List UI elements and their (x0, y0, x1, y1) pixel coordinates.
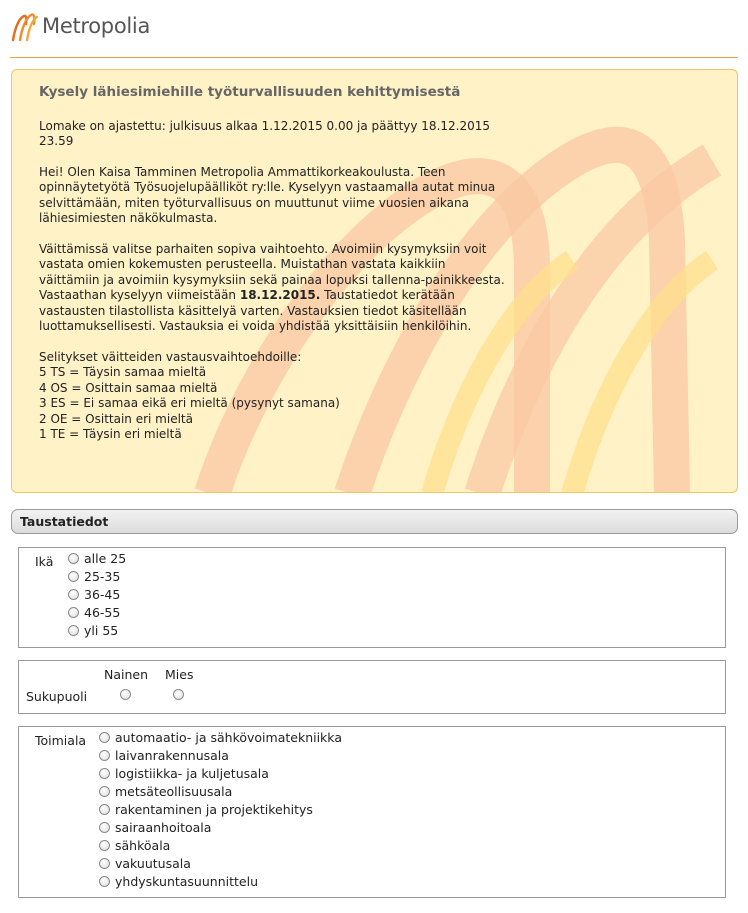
age-question (18, 547, 726, 648)
option-label: 46-55 (84, 604, 121, 620)
radio-button[interactable] (99, 858, 110, 869)
legend-item: 1 TE = Täysin eri mieltä (39, 427, 182, 441)
industry-option[interactable] (99, 854, 342, 872)
legend-item: 5 TS = Täysin samaa mieltä (39, 365, 207, 379)
gender-radio-nainen[interactable] (120, 689, 131, 700)
option-label: logistiikka- ja kuljetusala (115, 765, 269, 781)
radio-button[interactable] (99, 840, 110, 851)
industry-question (18, 726, 726, 898)
section-header-taustatiedot (11, 509, 738, 534)
option-label: sairaanhoitoala (115, 819, 212, 835)
option-label: alle 25 (84, 550, 127, 566)
greeting-text: Hei! Olen Kaisa Tamminen Metropolia Ammattikorkeakoulusta. Teen opinnäytetyötä Työsuojelupäälliköt ry:lle. Kyselyyn vastaamalla autat minua selvittämään, miten työturvallisuus on muuttunut viime vuosien aikana lähiesimiesten näkökulmasta. (39, 164, 496, 225)
age-option[interactable] (68, 585, 126, 603)
industry-label: Toimiala (35, 733, 87, 748)
radio-button[interactable] (99, 804, 110, 815)
industry-option[interactable] (99, 836, 342, 854)
instructions-text (39, 242, 509, 335)
gender-question (18, 660, 726, 714)
option-label: laivanrakennusala (115, 747, 229, 763)
header-divider (10, 57, 738, 58)
option-label: automaatio- ja sähkövoimatekniikka (115, 729, 342, 745)
age-option[interactable] (68, 567, 126, 585)
radio-button[interactable] (99, 822, 110, 833)
industry-option[interactable] (99, 764, 342, 782)
deadline-date: 18.12.2015. (239, 288, 321, 302)
radio-button[interactable] (99, 732, 110, 743)
industry-option[interactable] (99, 746, 342, 764)
legend-item: 3 ES = Ei samaa eikä eri mieltä (pysynyt samana) (39, 396, 340, 410)
radio-button[interactable] (68, 589, 79, 600)
option-label: 25-35 (84, 568, 121, 584)
form-title: Kysely lähiesimiehille työturvallisuuden kehittymisestä (39, 84, 461, 100)
instructions-before: Väittämissä valitse parhaiten sopiva vaihtoehto. Avoimiin kysymyksiin voit vastata omien kokemusten perusteella. Muistathan vastata kaikkiin väittämiin ja avoimiin kysymyksiin sekä painaa lopuksi tallenna-painikkeesta. Vastaathan kyselyyn viimeistään (39, 241, 505, 302)
radio-button[interactable] (99, 768, 110, 779)
answer-legend (39, 350, 509, 443)
metropolia-logo-icon (10, 10, 40, 42)
option-label: yli 55 (84, 622, 119, 638)
radio-button[interactable] (99, 876, 110, 887)
radio-button[interactable] (68, 553, 79, 564)
schedule-text: Lomake on ajastettu: julkisuus alkaa 1.12.2015 0.00 ja päättyy 18.12.2015 23.59 (39, 118, 491, 148)
radio-button[interactable] (68, 625, 79, 636)
age-options (68, 549, 126, 639)
option-label: rakentaminen ja projektikehitys (115, 801, 313, 817)
industry-option[interactable] (99, 728, 342, 746)
option-label: 36-45 (84, 586, 121, 602)
option-label: vakuutusala (115, 855, 191, 871)
option-label: metsäteollisuusala (115, 783, 233, 799)
radio-button[interactable] (99, 750, 110, 761)
age-option[interactable] (68, 621, 126, 639)
age-option[interactable] (68, 603, 126, 621)
age-label: Ikä (35, 554, 54, 569)
gender-label: Sukupuoli (26, 689, 88, 704)
age-option[interactable] (68, 549, 126, 567)
legend-item: 4 OS = Osittain samaa mieltä (39, 380, 218, 395)
intro-panel (11, 69, 738, 493)
radio-button[interactable] (68, 607, 79, 618)
option-label: yhdyskuntasuunnittelu (115, 873, 258, 889)
radio-button[interactable] (99, 786, 110, 797)
gender-column-nainen: Nainen (104, 667, 149, 682)
industry-option[interactable] (99, 818, 342, 836)
industry-option[interactable] (99, 782, 342, 800)
gender-column-mies: Mies (165, 667, 194, 682)
page-header (0, 0, 748, 58)
option-label: sähköala (115, 837, 171, 853)
industry-options (99, 728, 342, 890)
section-title: Taustatiedot (20, 514, 109, 529)
industry-option[interactable] (99, 872, 342, 890)
intro-content (39, 85, 509, 443)
industry-option[interactable] (99, 800, 342, 818)
radio-button[interactable] (68, 571, 79, 582)
instructions-after: Taustatiedot kerätään vastausten tilastollista käsittelyä varten. Vastauksien tiedot käsitellään luottamuksellisesti. Vastauksia ei voida yhdistää yksittäisiin henkilöihin. (39, 288, 472, 333)
gender-radio-mies[interactable] (173, 689, 184, 700)
metropolia-logo[interactable] (10, 10, 150, 42)
legend-title: Selitykset väitteiden vastausvaihtoehdoille: (39, 349, 302, 364)
brand-name: Metropolia (42, 14, 151, 38)
legend-item: 2 OE = Osittain eri mieltä (39, 411, 193, 426)
